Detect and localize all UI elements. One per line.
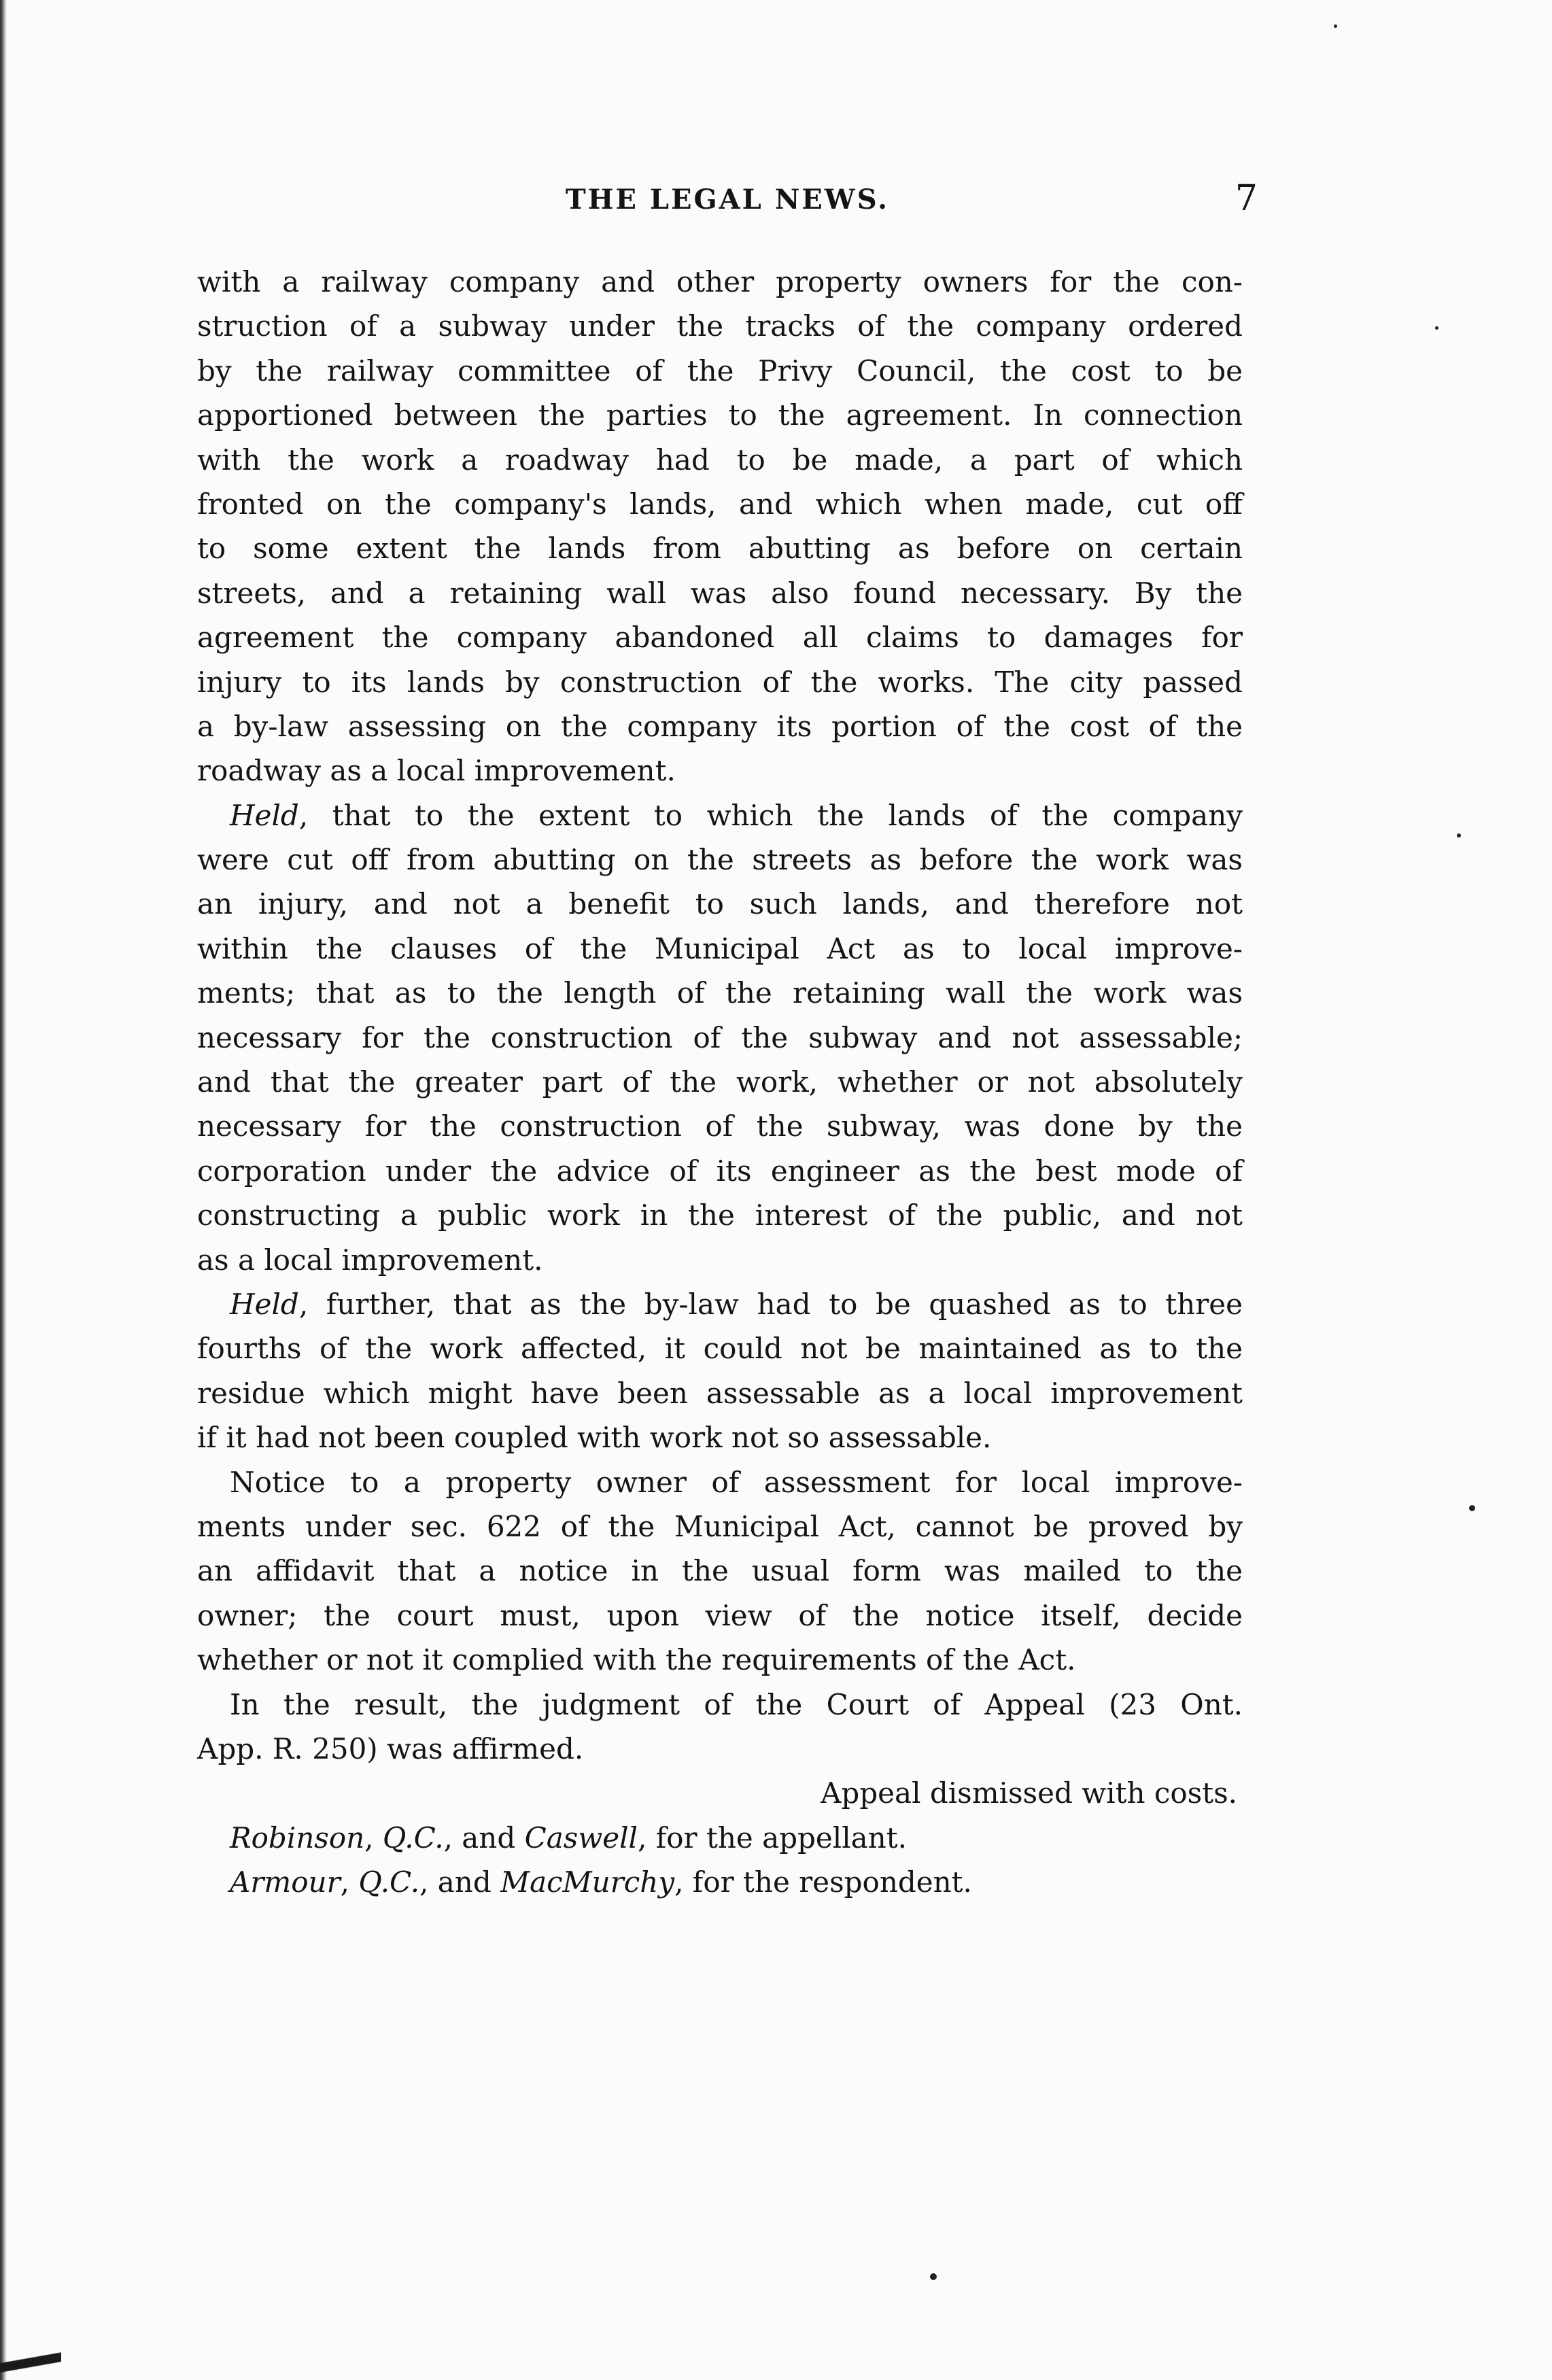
counsel-name: Armour — [230, 1865, 341, 1899]
text-line: ments under sec. 622 of the Municipal Act, cannot be proved by — [197, 1509, 1243, 1543]
text-line — [197, 1282, 1243, 1326]
scan-speck — [1469, 1505, 1475, 1511]
held-label: Held — [230, 1287, 299, 1321]
text-line: App. R. 250) was affirmed. — [197, 1731, 584, 1765]
text-line: ments; that as to the length of the retaining wall the work was — [197, 976, 1243, 1010]
text-line: struction of a subway under the tracks of the company ordered — [197, 309, 1243, 343]
text-line: agreement the company abandoned all claims to damages for — [197, 621, 1243, 655]
scan-speck — [1457, 833, 1461, 838]
text-line: constructing a public work in the interest of the public, and not — [197, 1198, 1243, 1232]
counsel-qc: Q.C. — [382, 1821, 444, 1855]
paragraph-held-further — [197, 1282, 1243, 1460]
counsel-role: , for the appellant. — [638, 1821, 907, 1855]
counsel-conjunction: , and — [419, 1865, 501, 1899]
counsel-respondent: Armour, Q.C., and MacMurchy, for the respondent. — [230, 1865, 972, 1899]
scan-speck — [1334, 24, 1337, 28]
text-line: necessary for the construction of the subway, was done by the — [197, 1109, 1243, 1143]
text-line: apportioned between the parties to the agreement. In connection — [197, 398, 1243, 432]
text-line: with the work a roadway had to be made, a part of which — [197, 443, 1243, 477]
text-line: within the clauses of the Municipal Act as to local improve- — [197, 931, 1243, 965]
paragraph-result — [197, 1683, 1243, 1772]
text-line: an affidavit that a notice in the usual form was mailed to the — [197, 1554, 1243, 1588]
disposition: Appeal dismissed with costs. — [821, 1776, 1237, 1810]
text-line: residue which might have been assessable as a local improvement — [197, 1376, 1243, 1410]
text-line: In the result, the judgment of the Court of Appeal (23 Ont. — [230, 1687, 1243, 1721]
text-line: fronted on the company's lands, and which when made, cut off — [197, 487, 1243, 521]
corner-scan-mark — [0, 2344, 61, 2380]
held-text: , that to the extent to which the lands of the company — [298, 798, 1243, 832]
binding-edge — [0, 0, 7, 2380]
text-line: as a local improvement. — [197, 1243, 543, 1277]
counsel-role: , for the respondent. — [674, 1865, 972, 1899]
text-line: Notice to a property owner of assessment for local improve- — [230, 1465, 1243, 1499]
text-line: whether or not it complied with the requirements of the Act. — [197, 1643, 1076, 1677]
text-line: owner; the court must, upon view of the notice itself, decide — [197, 1598, 1243, 1632]
paragraph-notice — [197, 1460, 1243, 1683]
text-line: corporation under the advice of its engineer as the best mode of — [197, 1154, 1243, 1188]
paragraph-facts — [197, 260, 1243, 793]
paragraph-held — [197, 793, 1243, 1282]
held-text: , further, that as the by-law had to be quashed as to three — [298, 1287, 1243, 1321]
text-line: streets, and a retaining wall was also found necessary. By the — [197, 576, 1243, 610]
held-label: Held — [230, 798, 299, 832]
text-line — [197, 793, 1243, 838]
text-line: a by-law assessing on the company its portion of the cost of the — [197, 709, 1243, 743]
text-line: with a railway company and other property owners for the con- — [197, 265, 1243, 298]
scan-speck — [930, 2273, 937, 2280]
text-line: an injury, and not a benefit to such lands, and therefore not — [197, 887, 1243, 921]
running-title: THE LEGAL NEWS. — [565, 184, 890, 215]
text-line: to some extent the lands from abutting as before on certain — [197, 532, 1243, 566]
counsel-conjunction: , and — [443, 1821, 525, 1855]
running-head — [197, 178, 1258, 231]
text-line: and that the greater part of the work, whether or not absolutely — [197, 1065, 1243, 1099]
counsel-name: MacMurchy — [500, 1865, 675, 1899]
text-line: by the railway committee of the Privy Council, the cost to be — [197, 353, 1243, 387]
body-text — [197, 260, 1243, 1904]
counsel-name: Robinson — [230, 1821, 365, 1855]
text-line: if it had not been coupled with work not so assessable. — [197, 1421, 992, 1455]
scan-speck — [1435, 326, 1438, 330]
text-line: roadway as a local improvement. — [197, 754, 676, 788]
counsel-appellant: Robinson, Q.C., and Caswell, for the appellant. — [230, 1821, 907, 1855]
text-line: were cut off from abutting on the streets as before the work was — [197, 843, 1243, 877]
counsel-qc: Q.C. — [358, 1865, 420, 1899]
text-line: necessary for the construction of the subway and not assessable; — [197, 1020, 1243, 1054]
text-line: injury to its lands by construction of the works. The city passed — [197, 665, 1243, 699]
page-number: 7 — [1235, 178, 1258, 219]
counsel-name: Caswell — [524, 1821, 638, 1855]
text-line: fourths of the work affected, it could not be maintained as to the — [197, 1332, 1243, 1366]
